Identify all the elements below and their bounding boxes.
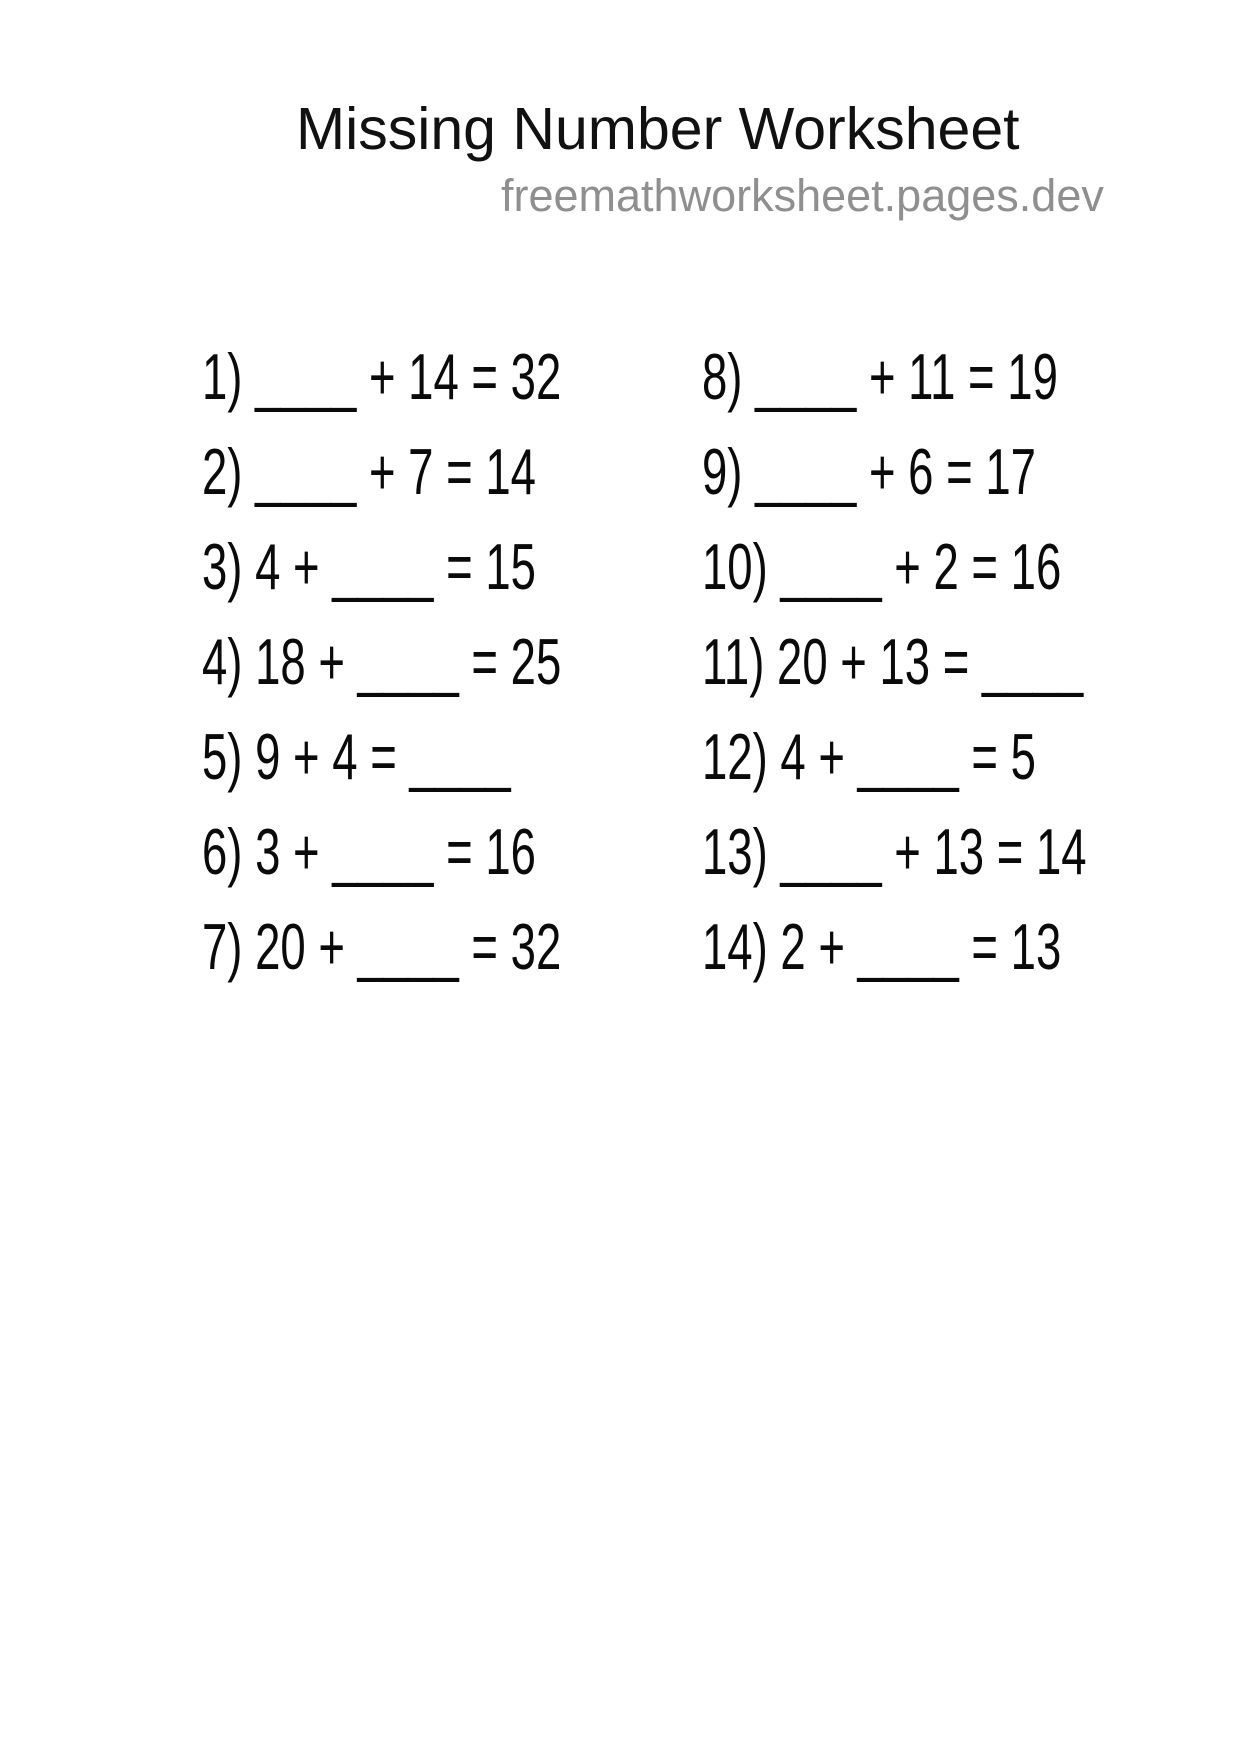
problem-row (202, 614, 715, 709)
problem-text: 4) 18 + ____ = 25 (202, 625, 562, 698)
problem-row (202, 329, 715, 424)
problem-text: 14) 2 + ____ = 13 (702, 910, 1062, 983)
problem-text: 6) 3 + ____ = 16 (202, 815, 536, 888)
problem-text: 7) 20 + ____ = 32 (202, 910, 562, 983)
problems-column-right (702, 329, 1240, 994)
worksheet-title: Missing Number Worksheet (296, 96, 1020, 162)
problem-row (202, 804, 715, 899)
problem-row (702, 614, 1240, 709)
problem-row (202, 709, 715, 804)
problem-row (202, 899, 715, 994)
problem-text: 1) ____ + 14 = 32 (202, 340, 562, 413)
problem-text: 8) ____ + 11 = 19 (702, 340, 1058, 413)
problem-text: 13) ____ + 13 = 14 (702, 815, 1087, 888)
problem-row (202, 424, 715, 519)
problem-text: 12) 4 + ____ = 5 (702, 720, 1036, 793)
problem-text: 10) ____ + 2 = 16 (702, 530, 1062, 603)
problem-row (702, 329, 1240, 424)
source-site: freemathworksheet.pages.dev (501, 170, 1104, 221)
problems-column-left (202, 329, 715, 994)
problem-row (702, 709, 1240, 804)
problem-row (202, 519, 715, 614)
problem-row (702, 804, 1240, 899)
problem-text: 11) 20 + 13 = ____ (702, 625, 1084, 698)
problem-row (702, 519, 1240, 614)
problem-row (702, 424, 1240, 519)
problem-text: 3) 4 + ____ = 15 (202, 530, 536, 603)
problem-text: 5) 9 + 4 = ____ (202, 720, 511, 793)
problem-row (702, 899, 1240, 994)
problem-text: 2) ____ + 7 = 14 (202, 435, 536, 508)
problem-text: 9) ____ + 6 = 17 (702, 435, 1036, 508)
